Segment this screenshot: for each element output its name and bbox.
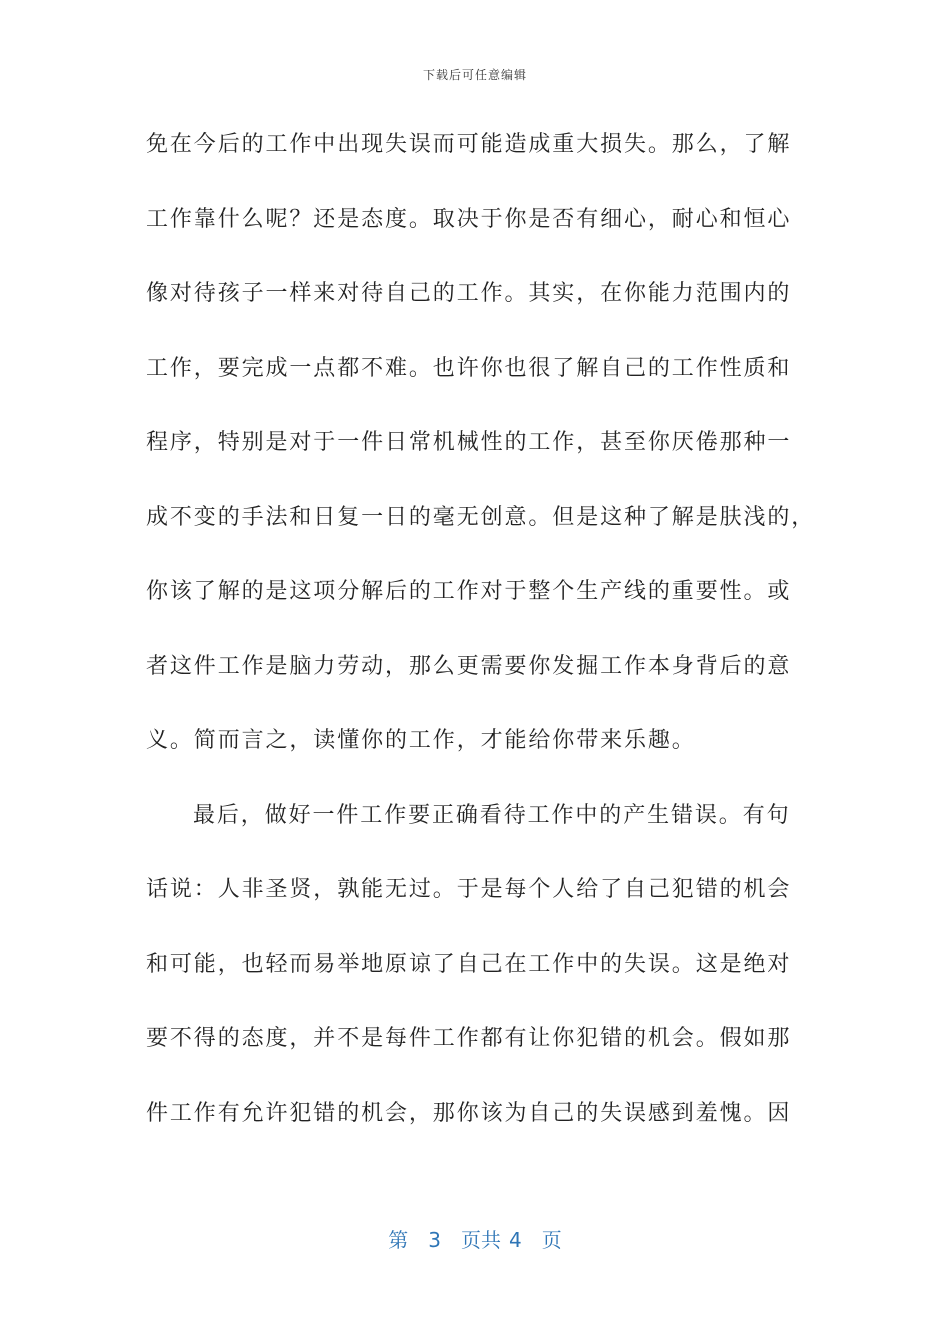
text-line: 工作，要完成一点都不难。也许你也很了解自己的工作性质和 bbox=[146, 355, 792, 381]
footer-prefix: 第 bbox=[388, 1228, 409, 1252]
text-line: 你该了解的是这项分解后的工作对于整个生产线的重要性。或 bbox=[146, 579, 792, 604]
document-body bbox=[146, 124, 816, 1167]
footer-middle: 页共 bbox=[461, 1228, 501, 1252]
text-line: 成不变的手法和日复一日的毫无创意。但是这种了解是肤浅的， bbox=[146, 504, 816, 530]
text-line: 义。简而言之，读懂你的工作，才能给你带来乐趣。 bbox=[146, 728, 696, 753]
text-line: 免在今后的工作中出现失误而可能造成重大损失。那么，了解 bbox=[146, 132, 792, 157]
footer-suffix: 页 bbox=[541, 1228, 562, 1252]
text-line: 和可能，也轻而易举地原谅了自己在工作中的失误。这是绝对 bbox=[146, 951, 792, 977]
text-line: 要不得的态度，并不是每件工作都有让你犯错的机会。假如那 bbox=[146, 1026, 792, 1051]
page-header-note: 下载后可任意编辑 bbox=[422, 68, 527, 82]
footer-total-pages: 4 bbox=[509, 1228, 522, 1252]
page-footer bbox=[0, 1224, 950, 1253]
paragraph-start-line: 最后，做好一件工作要正确看待工作中的产生错误。有句 bbox=[193, 802, 791, 828]
footer-current-page: 3 bbox=[428, 1228, 441, 1252]
text-line: 件工作有允许犯错的机会，那你该为自己的失误感到羞愧。因 bbox=[146, 1100, 792, 1126]
text-line: 程序，特别是对于一件日常机械性的工作，甚至你厌倦那种一 bbox=[146, 430, 792, 455]
text-line: 者这件工作是脑力劳动，那么更需要你发掘工作本身背后的意 bbox=[146, 653, 792, 679]
text-line: 话说：人非圣贤，孰能无过。于是每个人给了自己犯错的机会 bbox=[146, 877, 792, 902]
text-line: 像对待孩子一样来对待自己的工作。其实，在你能力范围内的 bbox=[146, 281, 792, 306]
text-line: 工作靠什么呢？还是态度。取决于你是否有细心，耐心和恒心 bbox=[146, 206, 792, 232]
